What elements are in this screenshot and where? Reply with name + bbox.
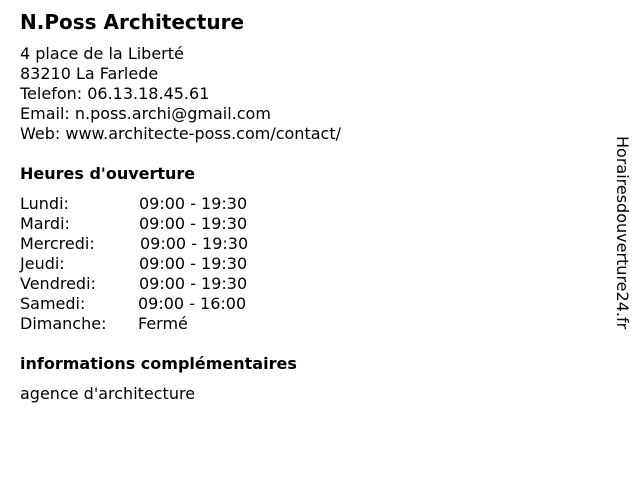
phone-text: Telefon: 06.13.18.45.61 (20, 84, 210, 103)
hours-row-tuesday (20, 214, 320, 234)
hours-row-thursday (20, 254, 320, 274)
day-label: Samedi: (20, 294, 86, 313)
hours-value: 09:00 - 19:30 (139, 214, 248, 233)
hours-value: 09:00 - 19:30 (140, 234, 249, 253)
day-label: Jeudi: (20, 254, 65, 273)
additional-info-heading: informations complémentaires (20, 354, 297, 373)
hours-row-sunday (20, 314, 320, 334)
day-label: Vendredi: (20, 274, 96, 293)
hours-value: 09:00 - 19:30 (139, 254, 248, 273)
address-street: 4 place de la Liberté (20, 44, 184, 63)
day-label: Dimanche: (20, 314, 107, 333)
contact-block (20, 44, 341, 144)
hours-row-friday (20, 274, 320, 294)
opening-hours-list (20, 194, 320, 334)
opening-hours-heading: Heures d'ouverture (20, 164, 196, 183)
hours-value: 09:00 - 19:30 (139, 194, 248, 213)
hours-row-saturday (20, 294, 320, 314)
hours-row-monday (20, 194, 320, 214)
day-label: Mardi: (20, 214, 70, 233)
hours-value: Fermé (138, 314, 188, 333)
hours-value: 09:00 - 16:00 (138, 294, 247, 313)
business-name: N.Poss Architecture (20, 10, 245, 34)
hours-row-wednesday (20, 234, 320, 254)
email-text: Email: n.poss.archi@gmail.com (20, 104, 271, 123)
site-watermark: Horairesdouverture24.fr (613, 136, 632, 330)
hours-value: 09:00 - 19:30 (139, 274, 248, 293)
additional-info-text: agence d'architecture (20, 384, 196, 403)
address-city: 83210 La Farlede (20, 64, 159, 83)
day-label: Lundi: (20, 194, 69, 213)
website-text: Web: www.architecte-poss.com/contact/ (20, 124, 341, 143)
day-label: Mercredi: (20, 234, 95, 253)
